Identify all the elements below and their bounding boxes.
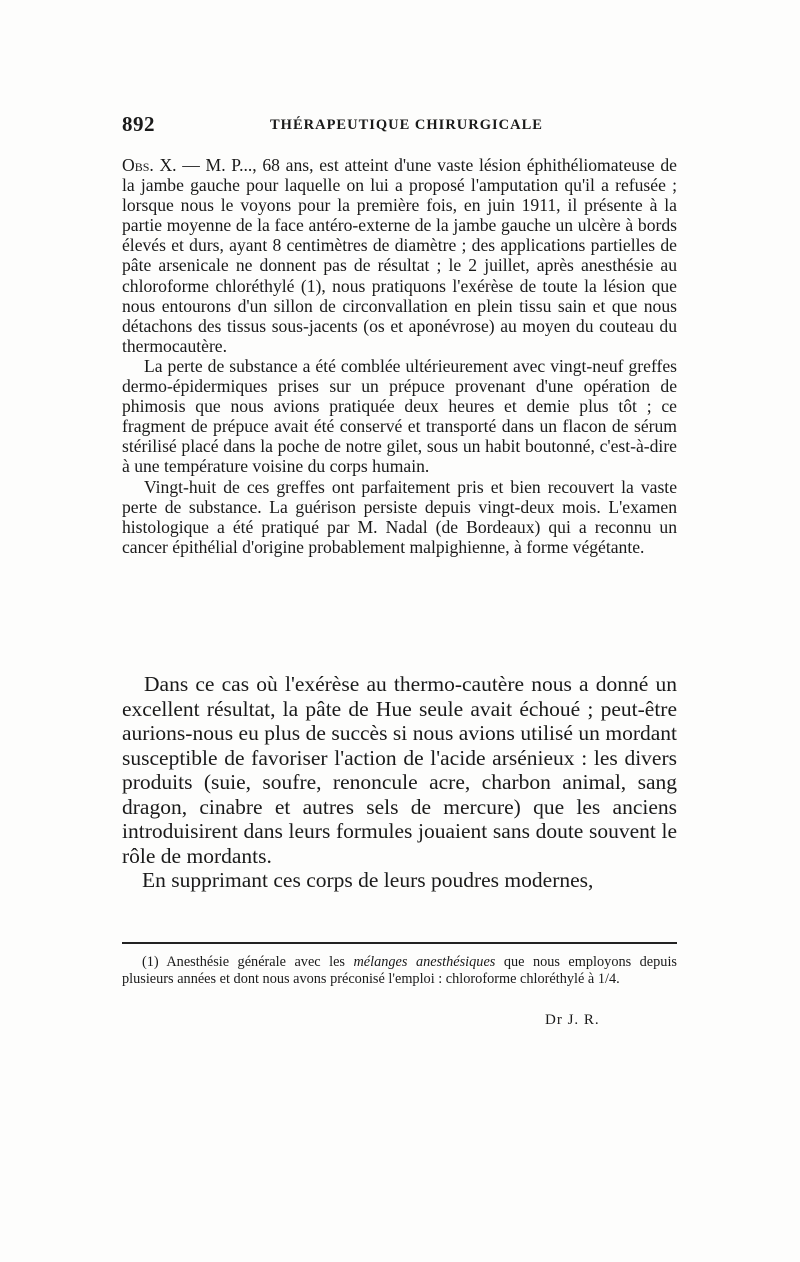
observation-paragraph: Vingt-huit de ces greffes ont parfaitement pris et bien recouvert la vaste perte de substance. La guérison persiste depuis vingt-deux mois. L'examen histologique a été pratiqué par M. Nadal (de Bordeaux) qui a reconnu un cancer épithélial d'origine probablement malpighienne, à forme végétante. — [122, 476, 677, 557]
footnote-block — [122, 954, 677, 989]
main-paragraph: En supprimant ces corps de leurs poudres modernes, — [142, 868, 594, 892]
signature: Dr J. R. — [545, 1012, 600, 1028]
footnote-text-end: que nous employons depuis plusieurs années et dont nous avons préconisé l'emploi : chloroforme chloréthylé à 1/4. — [122, 954, 677, 988]
page-header — [122, 112, 677, 142]
main-paragraph: Dans ce cas où l'exérèse au thermo-cautère nous a donné un excellent résultat, la pâte de Hue seule avait échoué ; peut-être aurions-nous eu plus de succès si nous avions utilisé un mordant susceptible de favoriser l'action de l'acide arsénieux : les divers produits (suie, soufre, renoncule acre, charbon animal, sang dragon, cinabre et autres sels de mercure) que les anciens introduisirent dans leurs formules jouaient sans doute souvent le rôle de mordants. — [122, 672, 677, 868]
observation-paragraph — [122, 155, 677, 356]
footnote-text-start: (1) Anesthésie générale avec les — [142, 954, 354, 970]
observation-label: Obs. X. — [122, 155, 177, 175]
footnote-italic-text: mélanges anesthésiques — [353, 954, 496, 970]
observation-paragraph: La perte de substance a été comblée ultérieurement avec vingt-neuf greffes dermo-épidermiques prises sur un prépuce provenant d'une opération de phimosis que nous avions pratiquée deux heures et demie plus tôt ; ce fragment de prépuce avait été conservé et transporté dans un flacon de sérum stérilisé placé dans la poche de notre gilet, sous un habit boutonné, c'est-à-dire à une température voisine du corps humain. — [122, 355, 677, 477]
observation-text: — M. P..., 68 ans, est atteint d'une vaste lésion éphithéliomateuse de la jambe gauche pour laquelle on lui a proposé l'amputation qu'il a refusée ; lorsque nous le voyons pour la première fois, en juin 1911, il présente à la partie moyenne de la face antéro-externe de la jambe gauche un ulcère à bords élevés et durs, ayant 8 centimètres de diamètre ; des applications partielles de pâte arsenicale ne donnent pas de résultat ; le 2 juillet, après anesthésie au chloroforme chloréthylé (1), nous pratiquons l'exérèse de toute la lésion que nous entourons d'un sillon de circonvallation en plein tissu sain et que nous détachons des tissus sous-jacents (os et aponévrose) au moyen du couteau du thermocautère. — [122, 155, 677, 356]
footnote-divider — [122, 942, 677, 944]
page-number: 892 — [122, 112, 155, 136]
main-text-block — [122, 672, 677, 893]
observation-block — [122, 155, 677, 557]
footnote-paragraph — [122, 954, 677, 989]
running-title: THÉRAPEUTIQUE CHIRURGICALE — [270, 117, 543, 133]
